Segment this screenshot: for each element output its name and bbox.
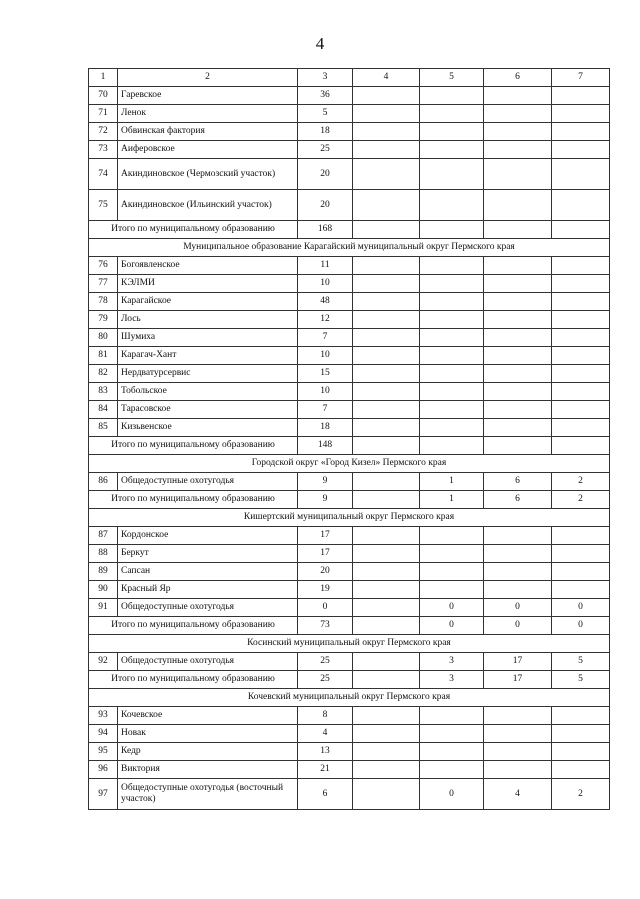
hunting-ground-name: Беркут <box>118 545 298 563</box>
table-row <box>89 527 610 545</box>
column-header: 1 <box>89 69 118 87</box>
cell-col-5 <box>420 419 484 437</box>
cell-col-7 <box>552 383 610 401</box>
cell-col-3: 73 <box>298 617 353 635</box>
cell-col-5 <box>420 743 484 761</box>
cell-col-7 <box>552 141 610 159</box>
cell-col-4 <box>353 527 420 545</box>
table-row <box>89 190 610 221</box>
cell-col-4 <box>353 599 420 617</box>
cell-col-5: 0 <box>420 779 484 810</box>
cell-col-4 <box>353 190 420 221</box>
cell-col-7 <box>552 545 610 563</box>
cell-col-5 <box>420 141 484 159</box>
cell-col-7 <box>552 581 610 599</box>
cell-col-3: 18 <box>298 123 353 141</box>
table-row <box>89 743 610 761</box>
cell-col-4 <box>353 761 420 779</box>
cell-col-4 <box>353 221 420 239</box>
cell-col-5 <box>420 725 484 743</box>
hunting-ground-name: КЭЛМИ <box>118 275 298 293</box>
cell-col-7 <box>552 311 610 329</box>
hunting-ground-name: Кизьвенское <box>118 419 298 437</box>
cell-col-4 <box>353 671 420 689</box>
cell-col-6 <box>484 347 552 365</box>
row-number: 76 <box>89 257 118 275</box>
column-header: 7 <box>552 69 610 87</box>
cell-col-6: 0 <box>484 617 552 635</box>
cell-col-6 <box>484 437 552 455</box>
table-row <box>89 293 610 311</box>
cell-col-6 <box>484 221 552 239</box>
row-number: 83 <box>89 383 118 401</box>
hunting-ground-name: Лось <box>118 311 298 329</box>
cell-col-4 <box>353 123 420 141</box>
cell-col-7 <box>552 257 610 275</box>
cell-col-6 <box>484 419 552 437</box>
section-header-row <box>89 455 610 473</box>
cell-col-3: 10 <box>298 275 353 293</box>
cell-col-4 <box>353 743 420 761</box>
total-row <box>89 221 610 239</box>
section-title: Косинский муниципальный округ Пермского края <box>89 635 610 653</box>
section-header-row <box>89 689 610 707</box>
row-number: 82 <box>89 365 118 383</box>
column-header: 6 <box>484 69 552 87</box>
hunting-ground-name: Богоявленское <box>118 257 298 275</box>
cell-col-7 <box>552 347 610 365</box>
cell-col-7 <box>552 365 610 383</box>
cell-col-6 <box>484 725 552 743</box>
row-number: 72 <box>89 123 118 141</box>
cell-col-7 <box>552 527 610 545</box>
cell-col-3: 6 <box>298 779 353 810</box>
hunting-ground-name: Шумиха <box>118 329 298 347</box>
cell-col-5: 3 <box>420 671 484 689</box>
row-number: 93 <box>89 707 118 725</box>
row-number: 75 <box>89 190 118 221</box>
cell-col-5 <box>420 437 484 455</box>
cell-col-5 <box>420 707 484 725</box>
total-label: Итого по муниципальному образованию <box>89 221 298 239</box>
cell-col-7 <box>552 761 610 779</box>
row-number: 71 <box>89 105 118 123</box>
cell-col-6 <box>484 293 552 311</box>
table-row <box>89 275 610 293</box>
row-number: 78 <box>89 293 118 311</box>
hunting-ground-name: Новак <box>118 725 298 743</box>
cell-col-5 <box>420 275 484 293</box>
cell-col-3: 10 <box>298 383 353 401</box>
row-number: 79 <box>89 311 118 329</box>
cell-col-5: 0 <box>420 599 484 617</box>
cell-col-6 <box>484 329 552 347</box>
cell-col-4 <box>353 473 420 491</box>
hunting-ground-name: Общедоступные охотугодья <box>118 653 298 671</box>
section-title: Кочевский муниципальный округ Пермского края <box>89 689 610 707</box>
table-row <box>89 761 610 779</box>
cell-col-7 <box>552 221 610 239</box>
table-body <box>89 69 610 810</box>
cell-col-5 <box>420 257 484 275</box>
total-row <box>89 437 610 455</box>
hunting-ground-name: Акиндиновское (Чермозский участок) <box>118 159 298 190</box>
page-number: 4 <box>315 34 325 53</box>
cell-col-3: 5 <box>298 105 353 123</box>
cell-col-4 <box>353 725 420 743</box>
table-row <box>89 87 610 105</box>
cell-col-6: 6 <box>484 473 552 491</box>
cell-col-5 <box>420 329 484 347</box>
table-row <box>89 347 610 365</box>
row-number: 97 <box>89 779 118 810</box>
cell-col-6 <box>484 383 552 401</box>
section-header-row <box>89 635 610 653</box>
column-header: 4 <box>353 69 420 87</box>
cell-col-3: 12 <box>298 311 353 329</box>
cell-col-7: 2 <box>552 779 610 810</box>
cell-col-6 <box>484 527 552 545</box>
table-row <box>89 581 610 599</box>
column-header: 5 <box>420 69 484 87</box>
cell-col-5 <box>420 311 484 329</box>
cell-col-4 <box>353 105 420 123</box>
cell-col-5 <box>420 383 484 401</box>
cell-col-3: 25 <box>298 141 353 159</box>
hunting-ground-name: Кордонское <box>118 527 298 545</box>
table-row <box>89 473 610 491</box>
cell-col-4 <box>353 653 420 671</box>
row-number: 90 <box>89 581 118 599</box>
cell-col-4 <box>353 491 420 509</box>
cell-col-3: 18 <box>298 419 353 437</box>
hunting-ground-name: Сапсан <box>118 563 298 581</box>
cell-col-4 <box>353 87 420 105</box>
column-header: 2 <box>118 69 298 87</box>
total-row <box>89 671 610 689</box>
table-row <box>89 311 610 329</box>
cell-col-3: 48 <box>298 293 353 311</box>
hunting-ground-name: Кедр <box>118 743 298 761</box>
hunting-ground-name: Карагач-Хант <box>118 347 298 365</box>
cell-col-6: 17 <box>484 653 552 671</box>
cell-col-6: 17 <box>484 671 552 689</box>
hunting-ground-name: Аиферовское <box>118 141 298 159</box>
hunting-ground-name: Акиндиновское (Ильинский участок) <box>118 190 298 221</box>
section-title: Муниципальное образование Карагайский муниципальный округ Пермского края <box>89 239 610 257</box>
hunting-ground-name: Красный Яр <box>118 581 298 599</box>
cell-col-7: 2 <box>552 491 610 509</box>
cell-col-5 <box>420 159 484 190</box>
cell-col-6: 6 <box>484 491 552 509</box>
cell-col-7: 5 <box>552 671 610 689</box>
total-row <box>89 491 610 509</box>
table-row <box>89 159 610 190</box>
row-number: 85 <box>89 419 118 437</box>
cell-col-5 <box>420 221 484 239</box>
cell-col-7 <box>552 437 610 455</box>
row-number: 86 <box>89 473 118 491</box>
cell-col-6 <box>484 563 552 581</box>
cell-col-4 <box>353 383 420 401</box>
cell-col-3: 20 <box>298 563 353 581</box>
cell-col-3: 0 <box>298 599 353 617</box>
cell-col-5 <box>420 105 484 123</box>
cell-col-3: 19 <box>298 581 353 599</box>
cell-col-5 <box>420 365 484 383</box>
cell-col-5: 3 <box>420 653 484 671</box>
row-number: 84 <box>89 401 118 419</box>
hunting-ground-name: Гаревское <box>118 87 298 105</box>
hunting-ground-name: Ленок <box>118 105 298 123</box>
cell-col-3: 25 <box>298 653 353 671</box>
row-number: 74 <box>89 159 118 190</box>
row-number: 80 <box>89 329 118 347</box>
cell-col-6 <box>484 743 552 761</box>
cell-col-7 <box>552 105 610 123</box>
table-row <box>89 599 610 617</box>
table-row <box>89 365 610 383</box>
table-row <box>89 707 610 725</box>
cell-col-6 <box>484 365 552 383</box>
hunting-ground-name: Кочевское <box>118 707 298 725</box>
cell-col-3: 168 <box>298 221 353 239</box>
cell-col-4 <box>353 545 420 563</box>
cell-col-4 <box>353 365 420 383</box>
cell-col-3: 25 <box>298 671 353 689</box>
cell-col-7 <box>552 563 610 581</box>
cell-col-6 <box>484 87 552 105</box>
hunting-ground-name: Тарасовское <box>118 401 298 419</box>
cell-col-7 <box>552 725 610 743</box>
row-number: 89 <box>89 563 118 581</box>
cell-col-7 <box>552 293 610 311</box>
cell-col-6 <box>484 123 552 141</box>
table-row <box>89 545 610 563</box>
row-number: 87 <box>89 527 118 545</box>
table-row <box>89 105 610 123</box>
cell-col-5 <box>420 87 484 105</box>
hunting-ground-name: Виктория <box>118 761 298 779</box>
cell-col-6: 0 <box>484 599 552 617</box>
cell-col-3: 7 <box>298 401 353 419</box>
cell-col-4 <box>353 347 420 365</box>
hunting-ground-name: Тобольское <box>118 383 298 401</box>
hunting-ground-name: Общедоступные охотугодья <box>118 473 298 491</box>
cell-col-4 <box>353 329 420 347</box>
table-row <box>89 563 610 581</box>
cell-col-4 <box>353 159 420 190</box>
row-number: 95 <box>89 743 118 761</box>
cell-col-6 <box>484 401 552 419</box>
cell-col-5 <box>420 123 484 141</box>
cell-col-5: 0 <box>420 617 484 635</box>
cell-col-7: 0 <box>552 599 610 617</box>
table-row <box>89 141 610 159</box>
cell-col-3: 7 <box>298 329 353 347</box>
cell-col-5 <box>420 581 484 599</box>
cell-col-4 <box>353 617 420 635</box>
cell-col-3: 20 <box>298 159 353 190</box>
cell-col-4 <box>353 419 420 437</box>
hunting-ground-name: Обвинская фактория <box>118 123 298 141</box>
cell-col-4 <box>353 401 420 419</box>
section-title: Кишертский муниципальный округ Пермского края <box>89 509 610 527</box>
cell-col-6: 4 <box>484 779 552 810</box>
cell-col-5 <box>420 545 484 563</box>
cell-col-6 <box>484 159 552 190</box>
total-label: Итого по муниципальному образованию <box>89 671 298 689</box>
cell-col-4 <box>353 563 420 581</box>
section-header-row <box>89 239 610 257</box>
table-row <box>89 725 610 743</box>
table-row <box>89 257 610 275</box>
row-number: 91 <box>89 599 118 617</box>
total-label: Итого по муниципальному образованию <box>89 617 298 635</box>
cell-col-3: 17 <box>298 545 353 563</box>
cell-col-5 <box>420 293 484 311</box>
table-row <box>89 401 610 419</box>
table-row <box>89 779 610 810</box>
row-number: 94 <box>89 725 118 743</box>
cell-col-7 <box>552 419 610 437</box>
cell-col-7 <box>552 743 610 761</box>
cell-col-7: 0 <box>552 617 610 635</box>
cell-col-4 <box>353 581 420 599</box>
total-label: Итого по муниципальному образованию <box>89 437 298 455</box>
cell-col-5 <box>420 347 484 365</box>
cell-col-7 <box>552 87 610 105</box>
cell-col-3: 148 <box>298 437 353 455</box>
cell-col-3: 9 <box>298 491 353 509</box>
row-number: 92 <box>89 653 118 671</box>
cell-col-4 <box>353 779 420 810</box>
table-row <box>89 329 610 347</box>
column-number-header-row <box>89 69 610 87</box>
table-row <box>89 383 610 401</box>
cell-col-3: 15 <box>298 365 353 383</box>
cell-col-7 <box>552 707 610 725</box>
cell-col-6 <box>484 257 552 275</box>
cell-col-3: 8 <box>298 707 353 725</box>
cell-col-6 <box>484 141 552 159</box>
cell-col-5: 1 <box>420 491 484 509</box>
row-number: 77 <box>89 275 118 293</box>
cell-col-7 <box>552 190 610 221</box>
cell-col-5 <box>420 401 484 419</box>
cell-col-6 <box>484 761 552 779</box>
cell-col-6 <box>484 545 552 563</box>
cell-col-6 <box>484 581 552 599</box>
cell-col-3: 4 <box>298 725 353 743</box>
total-label: Итого по муниципальному образованию <box>89 491 298 509</box>
cell-col-5 <box>420 527 484 545</box>
cell-col-6 <box>484 190 552 221</box>
cell-col-7: 2 <box>552 473 610 491</box>
cell-col-7: 5 <box>552 653 610 671</box>
cell-col-6 <box>484 275 552 293</box>
cell-col-6 <box>484 707 552 725</box>
cell-col-3: 13 <box>298 743 353 761</box>
row-number: 81 <box>89 347 118 365</box>
row-number: 73 <box>89 141 118 159</box>
cell-col-7 <box>552 123 610 141</box>
cell-col-7 <box>552 159 610 190</box>
cell-col-3: 17 <box>298 527 353 545</box>
row-number: 88 <box>89 545 118 563</box>
hunting-ground-name: Общедоступные охотугодья <box>118 599 298 617</box>
cell-col-4 <box>353 257 420 275</box>
hunting-ground-name: Нердватурсервис <box>118 365 298 383</box>
hunting-ground-name: Общедоступные охотугодья (восточный участок) <box>118 779 298 810</box>
row-number: 96 <box>89 761 118 779</box>
row-number: 70 <box>89 87 118 105</box>
cell-col-3: 10 <box>298 347 353 365</box>
cell-col-3: 36 <box>298 87 353 105</box>
table-row <box>89 123 610 141</box>
cell-col-5 <box>420 190 484 221</box>
cell-col-4 <box>353 275 420 293</box>
cell-col-5 <box>420 761 484 779</box>
hunting-grounds-table <box>88 68 610 810</box>
cell-col-3: 9 <box>298 473 353 491</box>
column-header: 3 <box>298 69 353 87</box>
cell-col-7 <box>552 401 610 419</box>
hunting-ground-name: Карагайское <box>118 293 298 311</box>
cell-col-4 <box>353 141 420 159</box>
cell-col-3: 20 <box>298 190 353 221</box>
section-title: Городской округ «Город Кизел» Пермского края <box>89 455 610 473</box>
cell-col-7 <box>552 329 610 347</box>
total-row <box>89 617 610 635</box>
cell-col-4 <box>353 293 420 311</box>
cell-col-4 <box>353 707 420 725</box>
table-row <box>89 419 610 437</box>
table-row <box>89 653 610 671</box>
cell-col-4 <box>353 437 420 455</box>
section-header-row <box>89 509 610 527</box>
cell-col-3: 11 <box>298 257 353 275</box>
cell-col-5 <box>420 563 484 581</box>
cell-col-6 <box>484 105 552 123</box>
cell-col-7 <box>552 275 610 293</box>
cell-col-6 <box>484 311 552 329</box>
cell-col-4 <box>353 311 420 329</box>
cell-col-5: 1 <box>420 473 484 491</box>
cell-col-3: 21 <box>298 761 353 779</box>
